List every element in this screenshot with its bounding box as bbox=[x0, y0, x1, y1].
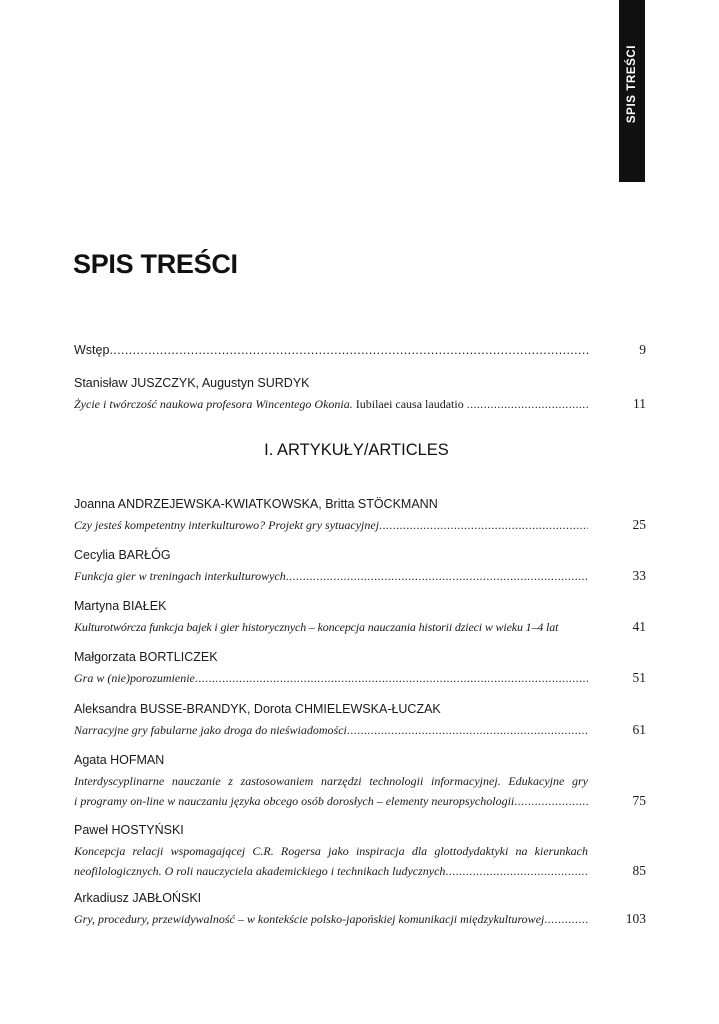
dot-leader bbox=[286, 566, 588, 586]
entry-authors: Joanna ANDRZEJEWSKA-KWIATKOWSKA, Britta STÖCKMANN bbox=[74, 497, 438, 511]
toc-entry-jubilee[interactable] bbox=[74, 375, 646, 414]
entry-authors: Arkadiusz JABŁOŃSKI bbox=[74, 891, 202, 905]
entry-title: Gry, procedury, przewidywalność – w kontekście polsko-japońskiej komunikacji międzykulturowej bbox=[74, 912, 545, 926]
toc-entry[interactable] bbox=[74, 822, 646, 881]
toc-entry[interactable] bbox=[74, 547, 646, 586]
dot-leader bbox=[347, 720, 588, 740]
toc-entry[interactable] bbox=[74, 496, 646, 535]
side-tab-label: SPIS TREŚCI bbox=[626, 44, 638, 124]
dot-leader bbox=[379, 515, 588, 535]
entry-title-line: neofilologicznych. O roli nauczyciela akademickiego i technikach ludycznych bbox=[74, 864, 446, 878]
entry-title-line: i programy on-line w nauczaniu języka obcego osób dorosłych – elementy neuropsychologii bbox=[74, 794, 515, 808]
entry-authors: Cecylia BARŁÓG bbox=[74, 548, 171, 562]
entry-title: Czy jesteś kompetentny interkulturowo? Projekt gry sytuacyjnej bbox=[74, 518, 380, 532]
toc-entry-intro[interactable] bbox=[74, 340, 646, 360]
page-number: 11 bbox=[633, 396, 646, 411]
toc-entry[interactable] bbox=[74, 701, 646, 740]
entry-title-line: Koncepcja relacji wspomagającej C.R. Rogersa jako inspiracja dla glottodydaktyki na kierunkach bbox=[74, 844, 588, 858]
entry-authors: Małgorzata BORTLICZEK bbox=[74, 650, 218, 664]
entry-authors: Agata HOFMAN bbox=[74, 753, 165, 767]
page-title: SPIS TREŚCI bbox=[73, 249, 238, 279]
page-number: 41 bbox=[632, 619, 646, 634]
toc-entry[interactable] bbox=[74, 649, 646, 688]
entry-authors: Martyna BIAŁEK bbox=[74, 599, 167, 613]
entry-title-latin: Iubilaei causa laudatio bbox=[355, 397, 464, 411]
dot-leader bbox=[195, 668, 588, 688]
page-number: 75 bbox=[632, 793, 646, 808]
page-number: 85 bbox=[632, 863, 646, 878]
page-number: 61 bbox=[632, 722, 646, 737]
entry-title: Kulturotwórcza funkcja bajek i gier historycznych – koncepcja nauczania historii dzieci w wieku 1–4 lat bbox=[74, 620, 559, 634]
dot-leader bbox=[109, 340, 588, 360]
entry-title-line: Interdyscyplinarne nauczanie z zastosowaniem narzędzi technologii informacyjnej. Edukacyjne gry bbox=[74, 774, 588, 788]
section-heading: I. ARTYKUŁY/ARTICLES bbox=[264, 441, 449, 459]
page-number: 33 bbox=[632, 568, 646, 583]
section-side-tab bbox=[619, 0, 645, 182]
entry-authors: Paweł HOSTYŃSKI bbox=[74, 823, 184, 837]
entry-title: Życie i twórczość naukowa profesora Wincentego Okonia. bbox=[74, 397, 353, 411]
entry-title: Narracyjne gry fabularne jako droga do nieświadomości bbox=[74, 723, 347, 737]
dot-leader bbox=[514, 791, 588, 811]
page-number: 9 bbox=[639, 342, 646, 357]
page-number: 51 bbox=[632, 670, 646, 685]
toc-entry[interactable] bbox=[74, 752, 646, 811]
entry-authors: Aleksandra BUSSE-BRANDYK, Dorota CHMIELEWSKA-ŁUCZAK bbox=[74, 702, 441, 716]
dot-leader bbox=[544, 909, 588, 929]
page-number: 25 bbox=[632, 517, 646, 532]
entry-authors: Stanisław JUSZCZYK, Augustyn SURDYK bbox=[74, 376, 310, 390]
entry-title: Funkcja gier w treningach interkulturowych bbox=[74, 569, 286, 583]
dot-leader bbox=[445, 861, 588, 881]
entry-title: Wstęp bbox=[74, 343, 110, 357]
toc-entry[interactable] bbox=[74, 890, 646, 929]
entry-title: Gra w (nie)porozumienie bbox=[74, 671, 195, 685]
toc-entry[interactable] bbox=[74, 598, 646, 637]
page-number: 103 bbox=[625, 911, 646, 926]
dot-leader bbox=[467, 394, 588, 414]
